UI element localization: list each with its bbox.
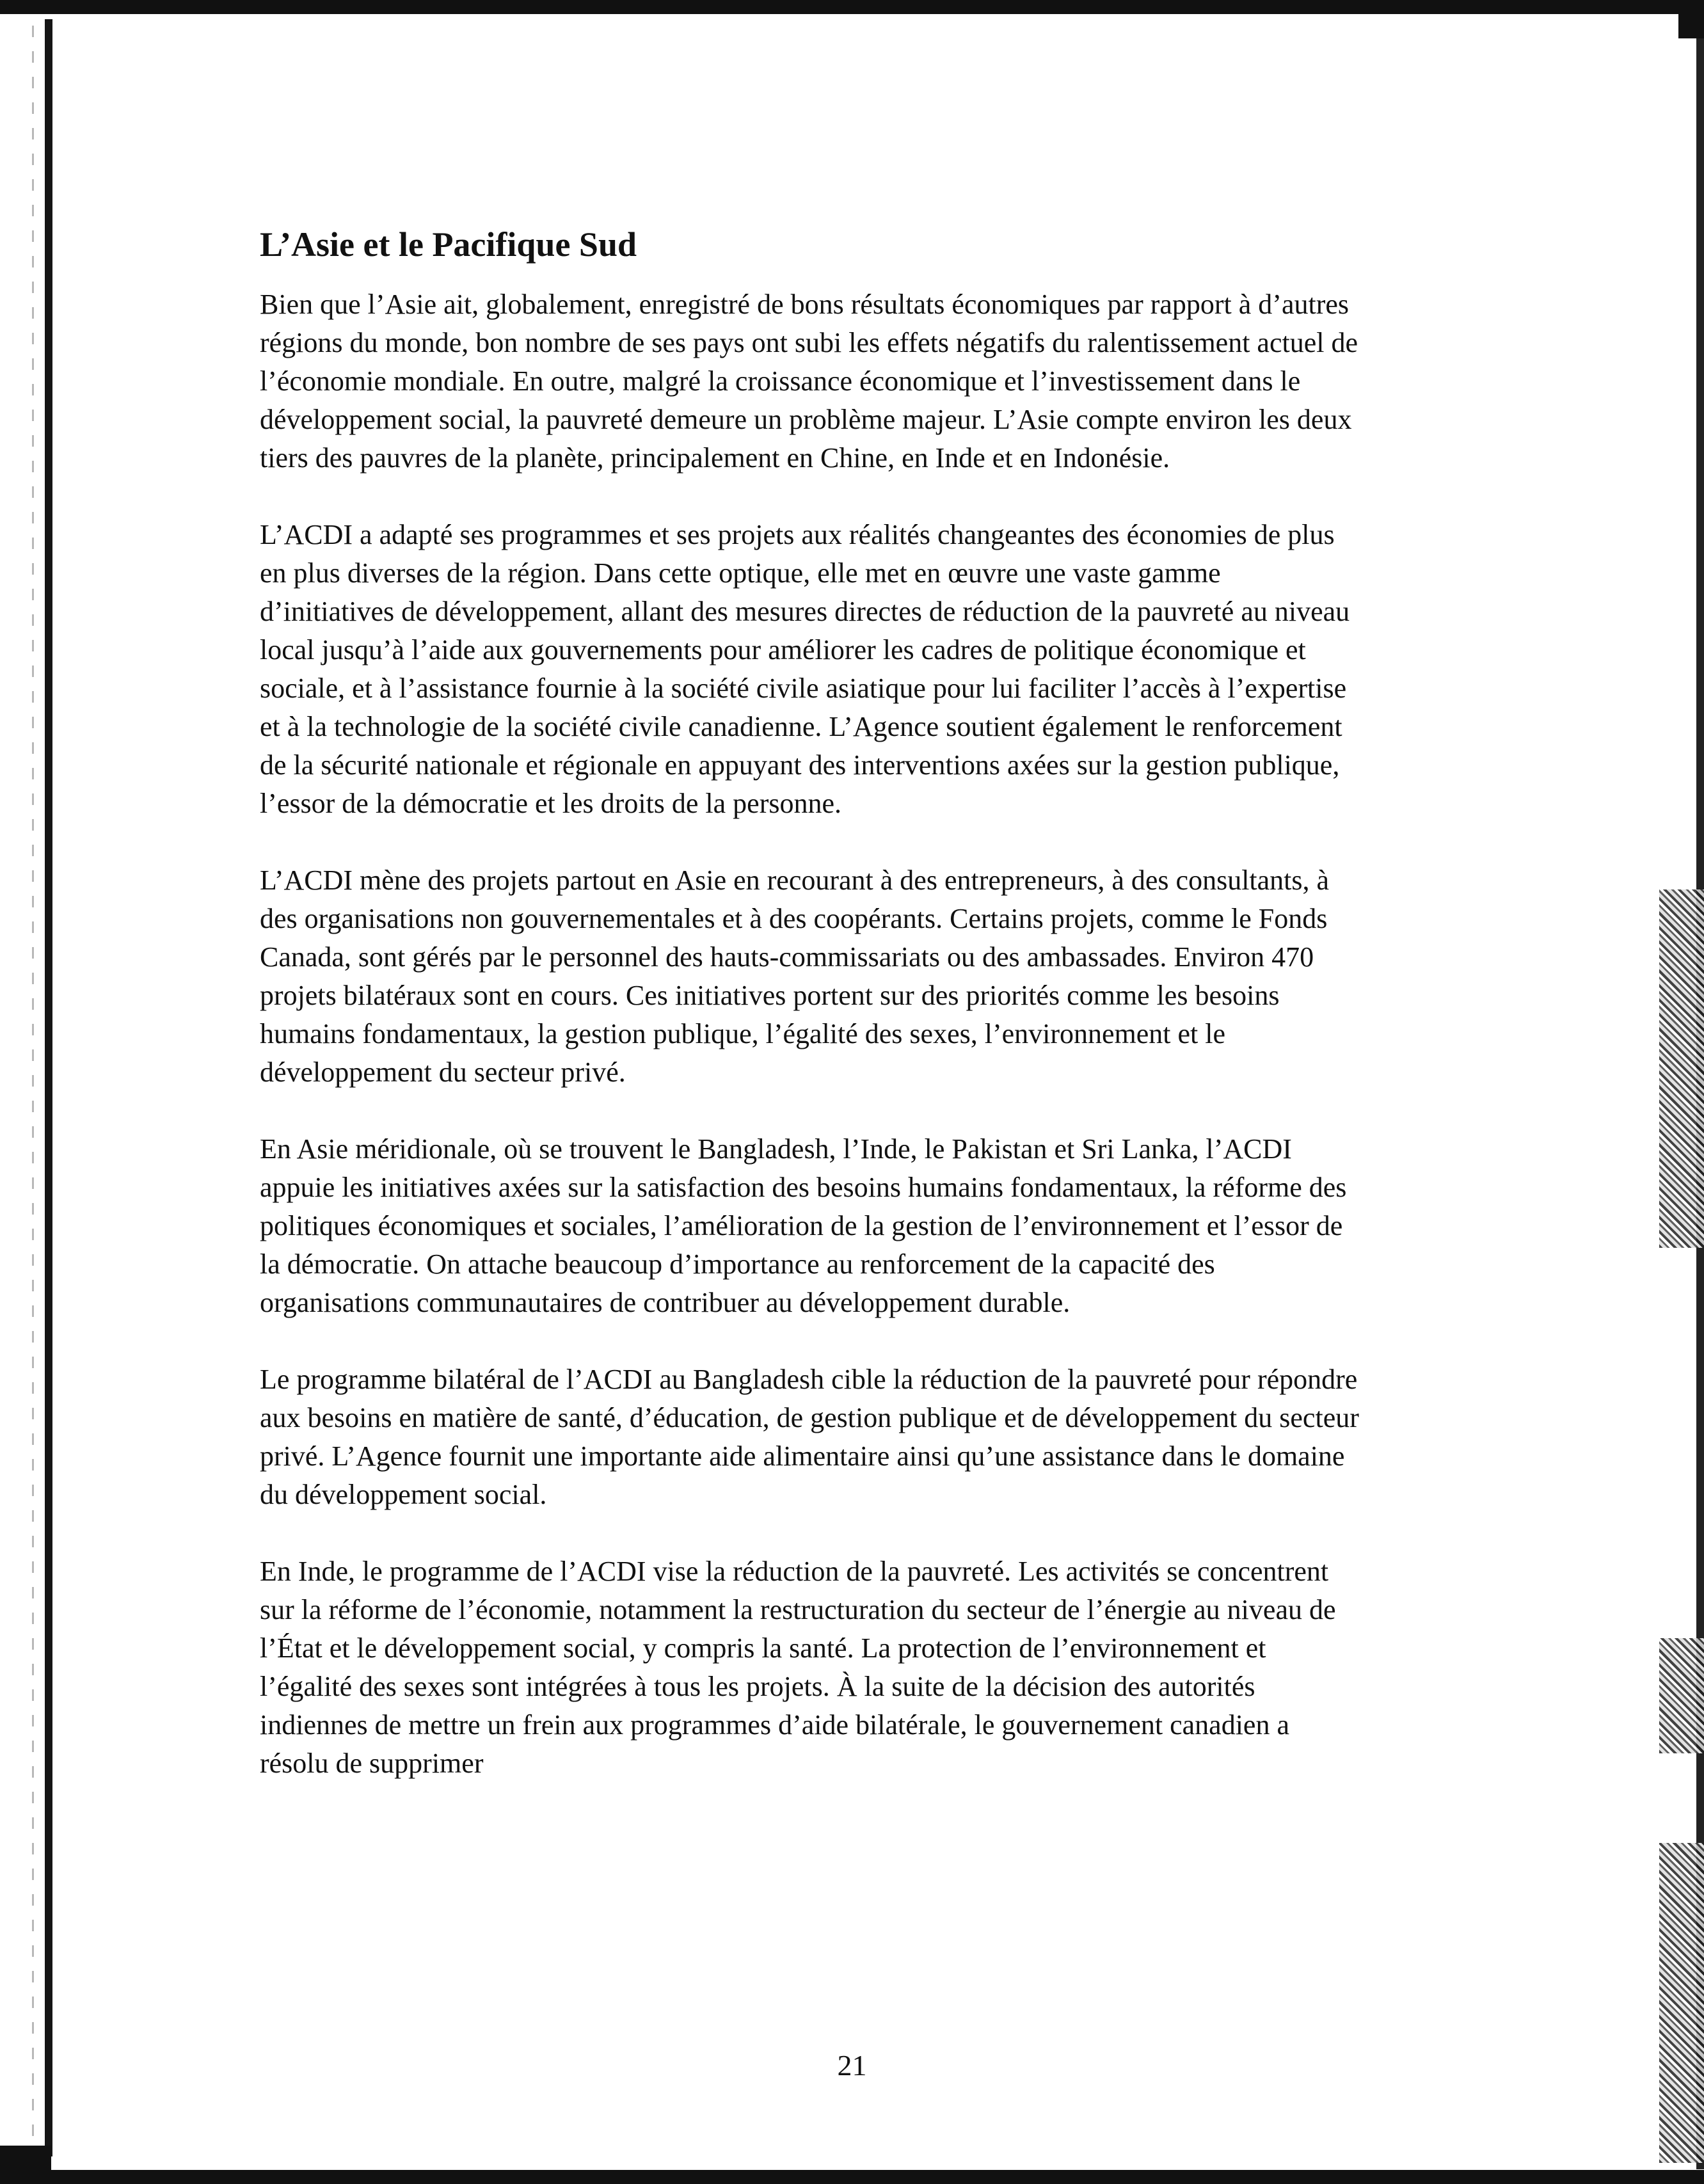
scan-border-top	[0, 0, 1704, 14]
scan-corner-bottom-left	[0, 2146, 51, 2184]
paragraph-1: Bien que l’Asie ait, globalement, enregistré de bons résultats économiques par rapport à d’autres régions du monde, bon nombre de ses pays ont subi les effets négatifs du ralentissement actuel de l’économie mondiale. En outre, malgré la croissance économique et l’investissement dans le développement social, la pauvreté demeure un problème majeur. L’Asie compte environ les deux tiers des pauvres de la planète, principalement en Chine, en Inde et en Indonésie.	[260, 289, 1358, 474]
scan-border-bottom	[0, 2170, 1704, 2184]
scan-border-left	[45, 19, 52, 2156]
scan-corner-top-right	[1678, 0, 1704, 38]
page-number: 21	[837, 2049, 867, 2082]
paragraph-6: En Inde, le programme de l’ACDI vise la réduction de la pauvreté. Les activités se concentrent sur la réforme de l’économie, notamment la restructuration du secteur de l’énergie au niveau de l’État et le développement social, y compris la santé. La protection de l’environnement et l’égalité des sexes sont intégrées à tous les projets. À la suite de la décision des autorités indiennes de mettre un frein aux programmes d’aide bilatérale, le gouvernement canadien a résolu de supprimer	[260, 1556, 1336, 1779]
scan-edge-left-faint	[32, 26, 34, 2137]
page-content	[260, 224, 1360, 1821]
paragraph-2: L’ACDI a adapté ses programmes et ses projets aux réalités changeantes des économies de plus en plus diverses de la région. Dans cette optique, elle met en œuvre une vaste gamme d’initiatives de développement, allant des mesures directes de réduction de la pauvreté au niveau local jusqu’à l’aide aux gouvernements pour améliorer les cadres de politique économique et sociale, et à l’assistance fournie à la société civile asiatique pour lui faciliter l’accès à l’expertise et à la technologie de la société civile canadienne. L’Agence soutient également le renforcement de la sécurité nationale et régionale en appuyant des interventions axées sur la gestion publique, l’essor de la démocratie et les droits de la personne.	[260, 519, 1350, 819]
scan-noise-right-1	[1659, 889, 1704, 1248]
paragraph-4: En Asie méridionale, où se trouvent le Bangladesh, l’Inde, le Pakistan et Sri Lanka, l’ACDI appuie les initiatives axées sur la satisfaction des besoins humains fondamentaux, la réforme des politiques économiques et sociales, l’amélioration de la gestion de l’environnement et l’essor de la démocratie. On attache beaucoup d’importance au renforcement de la capacité des organisations communautaires de contribuer au développement durable.	[260, 1133, 1347, 1318]
section-heading: L’Asie et le Pacifique Sud	[260, 225, 637, 264]
paragraph-5: Le programme bilatéral de l’ACDI au Bangladesh cible la réduction de la pauvreté pour répondre aux besoins en matière de santé, d’éducation, de gestion publique et de développement du secteur privé. L’Agence fournit une importante aide alimentaire ainsi qu’une assistance dans le domaine du développement social.	[260, 1364, 1359, 1510]
scan-noise-right-2	[1659, 1638, 1704, 1753]
paragraph-3: L’ACDI mène des projets partout en Asie en recourant à des entrepreneurs, à des consultants, à des organisations non gouvernementales et à des coopérants. Certains projets, comme le Fonds Canada, sont gérés par le personnel des hauts-commissariats ou des ambassades. Environ 470 projets bilatéraux sont en cours. Ces initiatives portent sur des priorités comme les besoins humains fondamentaux, la gestion publique, l’égalité des sexes, l’environnement et le développement du secteur privé.	[260, 865, 1330, 1088]
scan-noise-right-3	[1659, 1843, 1704, 2163]
